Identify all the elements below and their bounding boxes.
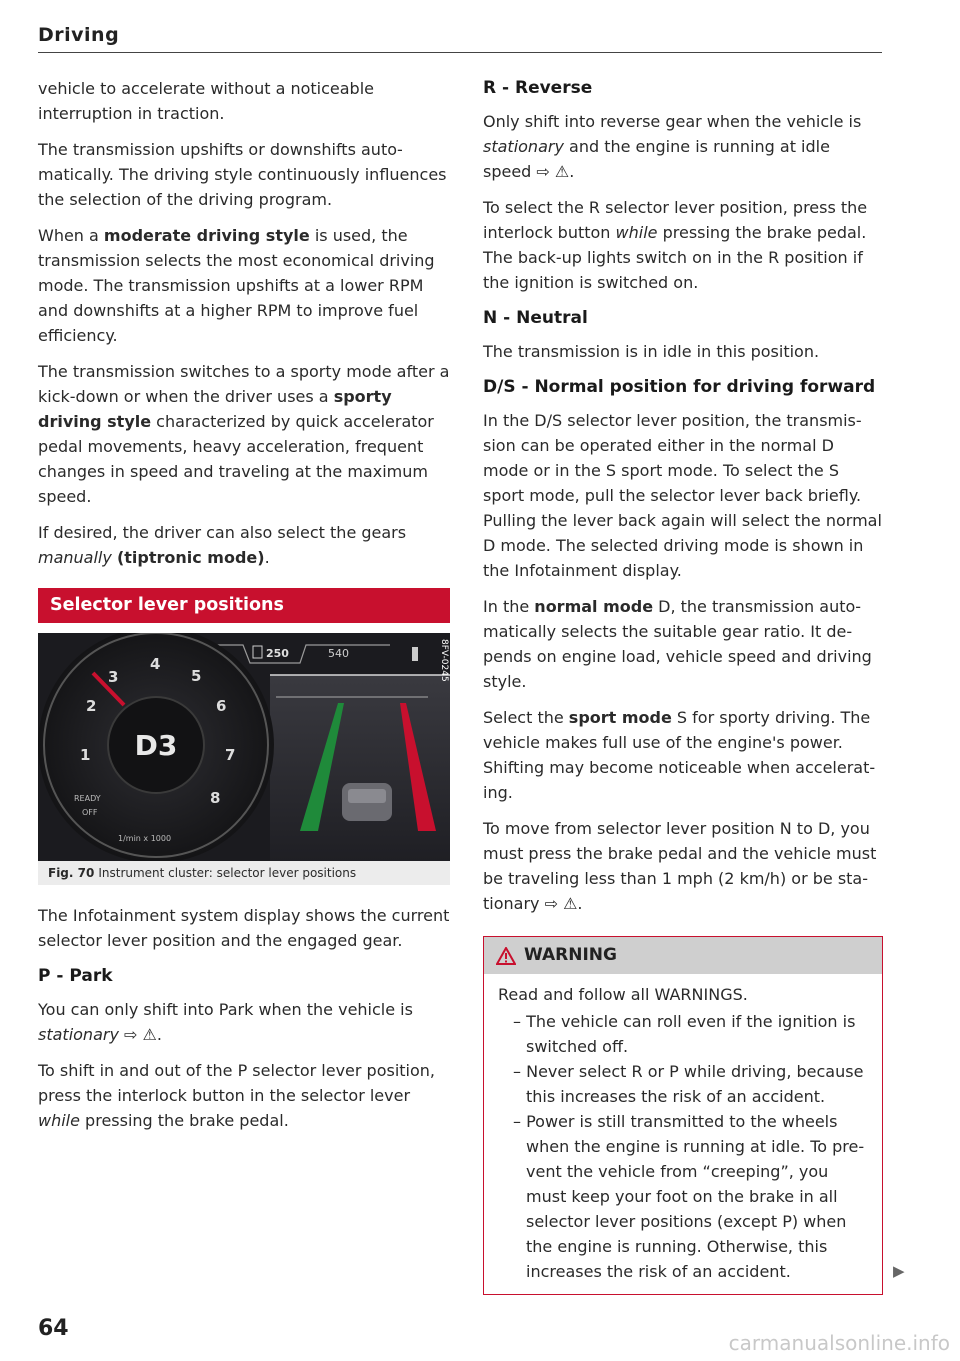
ready-label: READY (74, 794, 101, 803)
gauge-number: 2 (86, 697, 97, 715)
paragraph: When a moderate driving style is used, the transmission selects the most economical driving mode. The transmission upshifts at a lower RPM and downshifts at a higher RPM to improve fuel efficiency. (38, 226, 435, 345)
range-readout: 250 (266, 647, 289, 660)
gauge-number: 5 (191, 667, 202, 685)
gauge-number: 3 (108, 668, 119, 686)
warning-item: – Power is still transmitted to the wheels when the engine is running at idle. To prevent the vehicle from “creeping”, you must keep your foot on the brake in all selector lever positions (except P) when the engine is running. Otherwise, this increases the risk of an accident. (498, 1109, 868, 1284)
paragraph: Only shift into reverse gear when the vehicle is stationary and the engine is running at idle speed ⇨ ⚠. (483, 112, 862, 181)
figure-caption: Fig. 70 Instrument cluster: selector lever positions (38, 861, 450, 885)
paragraph: The transmission switches to a sporty mode after a kick-down or when the driver uses a sporty driving style characterized by quick accelerator pedal movements, heavy acceleration, frequent changes in speed and traveling at the maximum speed. (38, 362, 450, 506)
paragraph: The Infotainment system display shows the current selector lever position and the engaged gear. (38, 906, 450, 950)
warning-box (483, 936, 883, 1295)
gauge-number: 1 (80, 746, 91, 764)
paragraph: The transmission upshifts or downshifts automatically. The driving style continuously influences the selection of the driving program. (38, 140, 447, 209)
right-column (483, 76, 883, 1295)
warning-item: – The vehicle can roll even if the ignition is switched off. (498, 1009, 868, 1059)
gauge-number: 8 (210, 789, 221, 807)
cluster-illustration (38, 633, 450, 861)
heading-park: P - Park (38, 966, 113, 986)
gauge-number: 4 (150, 655, 161, 673)
rpm-label: 1/min x 1000 (118, 834, 172, 843)
continue-arrow-icon: ▶ (893, 1262, 905, 1280)
paragraph: To move from selector lever position N to D, you must press the brake pedal and the vehicle must be traveling less than 1 mph (2 km/h) or be stationary ⇨ ⚠. (483, 819, 877, 913)
warning-item: – Never select R or P while driving, because this increases the risk of an accident. (498, 1059, 868, 1109)
warning-title: WARNING (524, 945, 617, 965)
heading-neutral: N - Neutral (483, 308, 588, 328)
paragraph: In the normal mode D, the transmission automatically selects the suitable gear ratio. It depends on engine load, vehicle speed and driving style. (483, 597, 872, 691)
heading-reverse: R - Reverse (483, 78, 593, 98)
gauge-number: 6 (216, 697, 227, 715)
warning-list (498, 1009, 868, 1284)
section-title: Selector lever positions (38, 588, 450, 623)
running-header: Driving (38, 24, 120, 46)
paragraph: You can only shift into Park when the vehicle is stationary ⇨ ⚠. (38, 1000, 413, 1044)
instrument-cluster-figure (38, 633, 450, 861)
paragraph: To shift in and out of the P selector lever position, press the interlock button in the selector lever while pressing the brake pedal. (38, 1061, 436, 1130)
warning-triangle-icon (496, 947, 516, 965)
left-column (38, 76, 450, 1144)
paragraph: To select the R selector lever position, press the interlock button while pressing the brake pedal. The back-up lights switch on in the R position if the ignition is switched on. (483, 198, 868, 292)
figure-code: 8FV-0245 (439, 639, 449, 682)
header-rule (38, 52, 882, 53)
warning-intro: Read and follow all WARNINGS. (498, 985, 748, 1004)
warning-body (484, 974, 882, 1294)
paragraph: If desired, the driver can also select the gears manually (tiptronic mode). (38, 523, 407, 567)
page-number: 64 (38, 1316, 69, 1341)
paragraph: The transmission is in idle in this position. (483, 342, 820, 361)
paragraph: vehicle to accelerate without a noticeable interruption in traction. (38, 79, 374, 123)
gauge-number: 7 (225, 746, 236, 764)
watermark: carmanualsonline.info (728, 1331, 950, 1355)
warning-header (484, 937, 882, 974)
off-label: OFF (82, 808, 98, 817)
battery-icon (412, 647, 418, 661)
odometer-readout: 540 (328, 647, 349, 660)
paragraph: In the D/S selector lever position, the transmission can be operated either in the normal D mode or in the S sport mode. To select the S sport mode, pull the selector lever back briefly. Pulling the lever back again will select the normal D mode. The selected driving mode is shown in the Infotainment display. (483, 411, 882, 580)
heading-drive: D/S - Normal position for driving forward (483, 377, 876, 397)
paragraph: Select the sport mode S for sporty driving. The vehicle makes full use of the engine's power. Shifting may become noticeable when accelerating. (483, 708, 876, 802)
gear-indicator: D3 (134, 729, 178, 762)
